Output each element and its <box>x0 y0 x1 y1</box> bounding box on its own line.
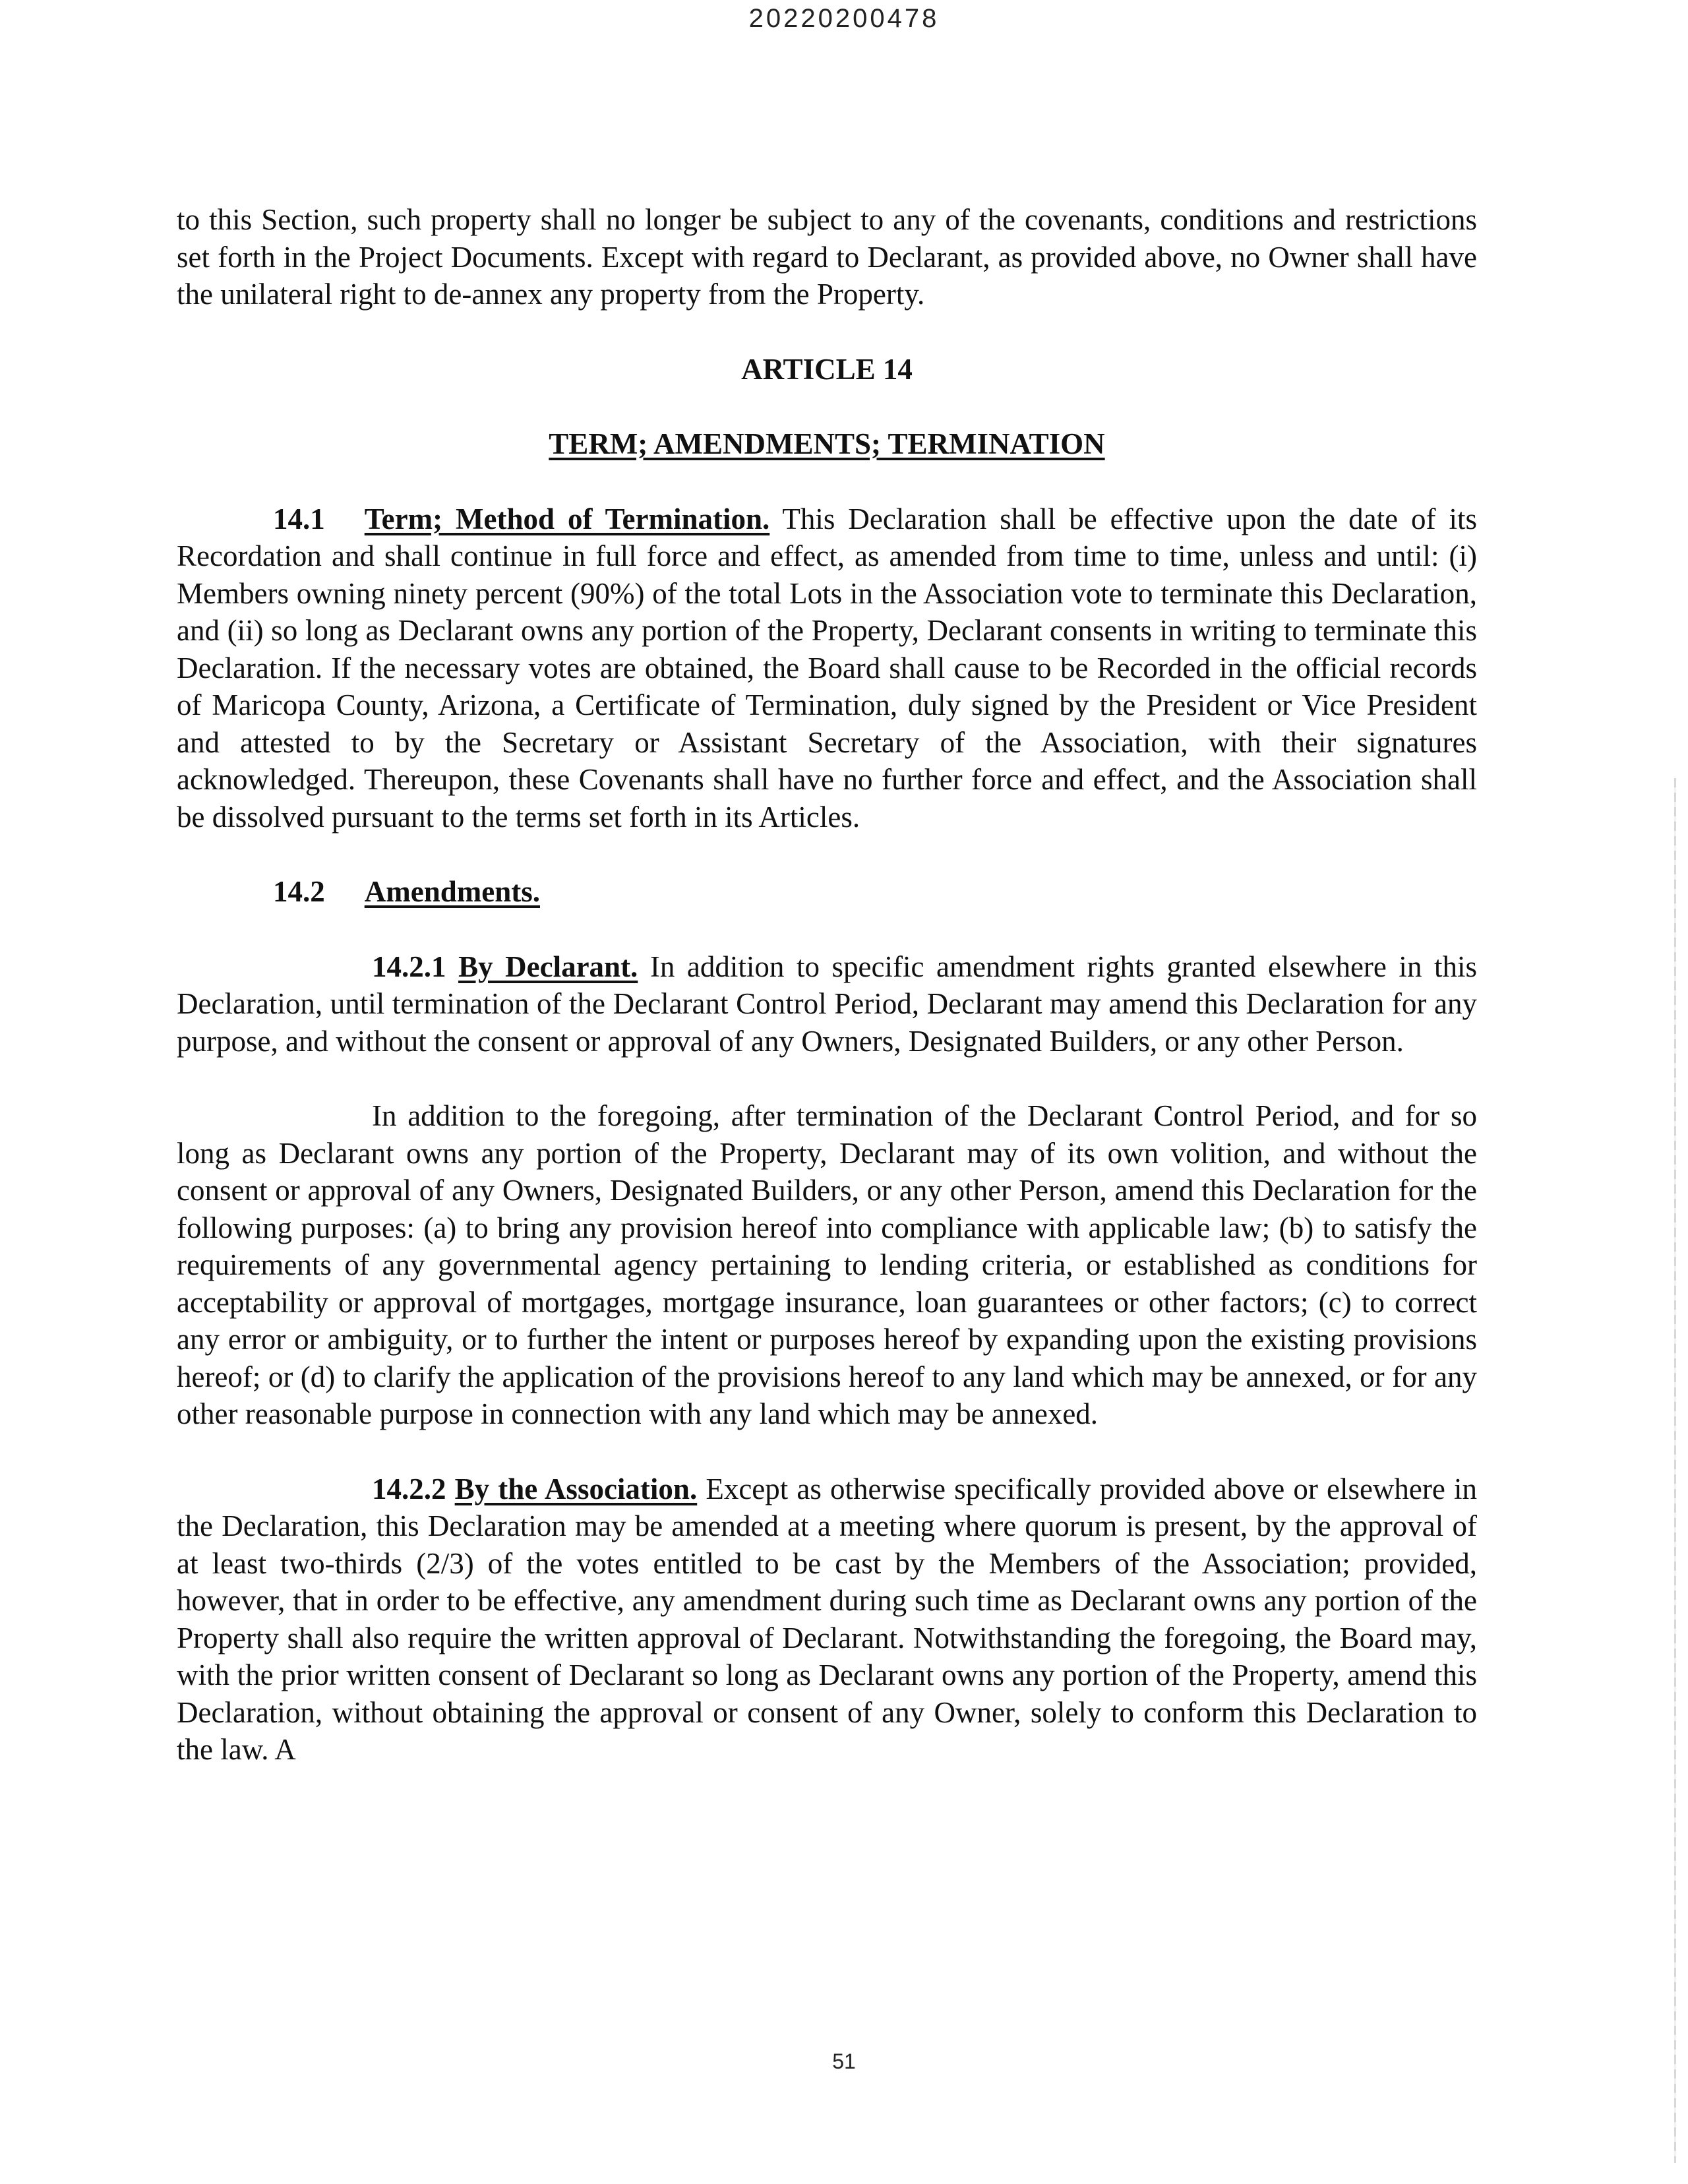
section-14-2 <box>177 873 1477 911</box>
document-body <box>177 201 1477 1769</box>
section-14-2-1-text: In addition to specific amendment rights granted elsewhere in this Declaration, until termination of the Declarant Control Period, Declarant may amend this Declaration for any purpose, and without the consent or approval of any Owners, Designated Builders, or any other Person. <box>177 950 1478 1058</box>
document-number: 20220200478 <box>748 4 940 33</box>
section-14-2-2-title: By the Association. <box>454 1472 698 1505</box>
section-14-1-title: Term; Method of Termination. <box>364 502 770 535</box>
section-14-2-1-title: By Declarant. <box>458 950 638 983</box>
section-14-2-2-number: 14.2.2 <box>372 1472 446 1505</box>
scan-edge-artifact <box>1674 778 1676 2163</box>
article-subtitle: TERM; AMENDMENTS; TERMINATION <box>549 427 1105 460</box>
section-14-2-2-text: Except as otherwise specifically provided above or elsewhere in the Declaration, this Declaration may be amended at a meeting where quorum is present, by the approval of at least two-thirds (2/3) of the votes entitled to be cast by the Members of the Association; provided, however, that in order to be effective, any amendment during such time as Declarant owns any portion of the Property shall also require the written approval of Declarant. Notwithstanding the foregoing, the Board may, with the prior written consent of Declarant so long as Declarant owns any portion of the Property, amend this Declaration, without obtaining the approval or consent of any Owner, solely to conform this Declaration to the law. A <box>177 1472 1478 1766</box>
section-14-2-1-continued: In addition to the foregoing, after termination of the Declarant Control Period, and for so long as Declarant owns any portion of the Property, Declarant may of its own volition, and without the consent or approval of any Owners, Designated Builders, or any other Person, amend this Declaration for the following purposes: (a) to bring any provision hereof into compliance with applicable law; (b) to satisfy the requirements of any governmental agency pertaining to lending criteria, or established as conditions for acceptability or approval of mortgages, mortgage insurance, loan guarantees or other factors; (c) to correct any error or ambiguity, or to further the intent or purposes hereof by expanding upon the existing provisions hereof; or (d) to clarify the application of the provisions hereof to any land which may be annexed, or for any other reasonable purpose in connection with any land which may be annexed. <box>177 1099 1477 1430</box>
section-14-1 <box>177 501 1477 836</box>
section-14-2-number: 14.2 <box>273 875 325 908</box>
intro-paragraph: to this Section, such property shall no longer be subject to any of the covenants, conditions and restrictions set forth in the Project Documents. Except with regard to Declarant, as provided above, no Owner shall have the unilateral right to de-annex any property from the Property. <box>177 203 1477 311</box>
section-14-2-1-number: 14.2.1 <box>372 950 446 983</box>
section-14-2-1 <box>177 948 1477 1060</box>
section-14-1-text: This Declaration shall be effective upon the date of its Recordation and shall continue in full force and effect, as amended from time to time, unless and until: (i) Members owning ninety percent (90%) of the total Lots in the Association vote to terminate this Declaration, and (ii) so long as Declarant owns any portion of the Property, Declarant consents in writing to terminate this Declaration. If the necessary votes are obtained, the Board shall cause to be Recorded in the official records of Maricopa County, Arizona, a Certificate of Termination, duly signed by the President or Vice President and attested to by the Secretary or Assistant Secretary of the Association, with their signatures acknowledged. Thereupon, these Covenants shall have no further force and effect, and the Association shall be dissolved pursuant to the terms set forth in its Articles. <box>177 502 1478 834</box>
section-14-2-title: Amendments. <box>364 875 540 908</box>
section-14-2-2 <box>177 1471 1477 1769</box>
page-number: 51 <box>832 2049 856 2073</box>
section-14-1-number: 14.1 <box>273 502 325 535</box>
article-title: ARTICLE 14 <box>741 352 913 386</box>
